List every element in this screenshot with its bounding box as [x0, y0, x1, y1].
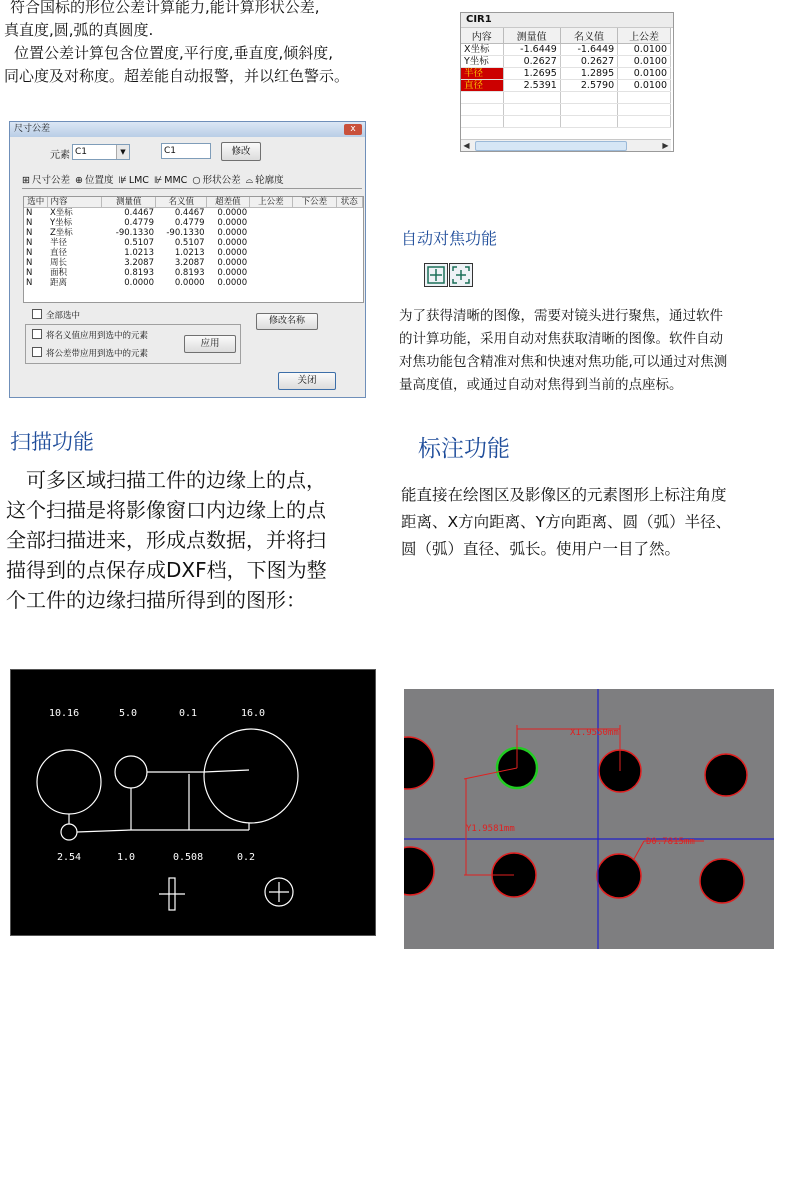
- grid-cell: 0.4779: [124, 218, 154, 228]
- edge-line: [147, 770, 249, 772]
- grid-cell: [249, 248, 292, 258]
- cir1-cell: X坐标: [461, 44, 503, 56]
- grid-cell: [249, 238, 292, 248]
- grid-cell: [249, 258, 292, 268]
- x-dim-label: X1.9550mm: [570, 728, 619, 738]
- cir1-empty-row: [461, 116, 671, 128]
- annotation-line: 能直接在绘图区及影像区的元素图形上标注角度: [401, 486, 727, 504]
- dim-label: 0.2: [237, 852, 256, 863]
- cir1-cell: 0.0100: [618, 68, 671, 80]
- cir1-table: [461, 28, 671, 128]
- grid-cell: [336, 268, 362, 278]
- scan-line: 全部扫描进来，形成点数据，并将扫: [6, 528, 326, 552]
- scan-paragraph: [6, 465, 391, 615]
- tolerance-dialog: [9, 121, 366, 398]
- grid-cell: [293, 258, 336, 268]
- select-all-checkbox[interactable]: [32, 309, 80, 321]
- cir1-cell: [461, 92, 503, 104]
- intro-line: 同心度及对称度。超差能自动报警，并以红色警示。: [4, 67, 350, 85]
- grid-cell: 0.5107: [174, 238, 205, 248]
- dialog-title: 尺寸公差: [10, 122, 365, 137]
- cir1-cell: 半径: [461, 68, 503, 80]
- intro-line: 符合国标的形位公差计算能力,能计算形状公差,: [10, 0, 320, 16]
- grid-cell: X坐标: [49, 208, 73, 218]
- tolerance-tabs: [22, 172, 286, 188]
- checkbox-box[interactable]: [32, 347, 42, 357]
- tab-profile-icon: ⌓: [245, 175, 254, 186]
- cir1-cell: -1.6449: [560, 44, 617, 56]
- hole: [404, 737, 434, 789]
- scan-line: 个工件的边缘扫描所得到的图形：: [6, 588, 306, 612]
- grid-cell: [336, 238, 362, 248]
- table-row[interactable]: [24, 248, 363, 258]
- apply-tolerance-checkbox[interactable]: [32, 347, 148, 359]
- autofocus-line: 对焦功能包含精准对焦和快速对焦功能,可以通过对焦测: [399, 354, 728, 370]
- precise-focus-icon[interactable]: [424, 263, 448, 287]
- autofocus-toolbar: [424, 263, 474, 290]
- fast-focus-icon[interactable]: [449, 263, 473, 287]
- tab-position[interactable]: 位置度: [84, 175, 114, 186]
- grid-cell: N: [26, 218, 33, 228]
- grid-cell: [336, 218, 362, 228]
- tab-form-tolerance[interactable]: 形状公差: [202, 175, 241, 186]
- grid-cell: [293, 228, 336, 238]
- checkbox-box[interactable]: [32, 309, 42, 319]
- grid-cell: Y坐标: [49, 218, 73, 228]
- autofocus-line: 量高度值，或通过自动对焦得到当前的点座标。: [399, 377, 683, 393]
- grid-cell: [336, 258, 362, 268]
- apply-tolerance-label: 将公差带应用到选中的元素: [46, 349, 149, 359]
- grid-cell: [336, 248, 362, 258]
- grid-cell: 3.2087: [124, 258, 154, 268]
- grid-cell: [249, 278, 292, 288]
- grid-cell: 1.0213: [124, 248, 154, 258]
- grid-cell: [336, 278, 362, 288]
- grid-cell: N: [26, 258, 33, 268]
- grid-cell: 0.0000: [217, 248, 248, 258]
- grid-cell: 0.0000: [217, 238, 248, 248]
- intro-paragraph: [4, 0, 424, 88]
- annotation-drawing: [404, 689, 774, 949]
- cir1-row: [461, 68, 671, 80]
- autofocus-line: 为了获得清晰的图像，需要对镜头进行聚焦，通过软件: [399, 308, 723, 324]
- scan-line: 可多区域扫描工件的边缘上的点，: [26, 468, 326, 492]
- edge-circle: [204, 729, 298, 823]
- cir1-cell: [618, 104, 671, 116]
- tab-mmc-icon: ⊮: [153, 175, 163, 186]
- grid-cell: 距离: [49, 278, 67, 288]
- annotation-image: [404, 689, 774, 949]
- grid-cell: 0.0000: [217, 228, 248, 238]
- dim-label: 5.0: [119, 708, 138, 719]
- cir1-row: [461, 80, 671, 92]
- grid-cell: [293, 218, 336, 228]
- annotation-line: 圆（弧）直径、弧长。使用户一目了然。: [401, 540, 681, 558]
- element-input[interactable]: [161, 143, 211, 159]
- table-row[interactable]: [24, 278, 363, 288]
- cir1-cell: Y坐标: [461, 56, 503, 68]
- table-row[interactable]: [24, 258, 363, 268]
- hole: [404, 847, 434, 895]
- grid-cell: -90.1330: [166, 228, 205, 238]
- apply-nominal-label: 将名义值应用到选中的元素: [46, 331, 149, 341]
- intro-line: 真直度,圆,弧的真圆度.: [4, 21, 154, 39]
- rename-button[interactable]: 修改名称: [256, 313, 318, 330]
- grid-cell: 面积: [49, 268, 67, 278]
- cir1-empty-row: [461, 92, 671, 104]
- dim-label: 1.0: [117, 852, 136, 863]
- grid-cell: 0.8193: [124, 268, 154, 278]
- element-select-value: C1: [75, 147, 88, 157]
- tab-form-icon: ○: [192, 175, 201, 186]
- cir1-cell: [618, 92, 671, 104]
- grid-cell: N: [26, 228, 33, 238]
- grid-header: 超差值: [207, 197, 250, 208]
- edge-circle: [37, 750, 101, 814]
- cir1-header: 内容: [461, 28, 503, 44]
- scroll-right-icon[interactable]: ▶: [662, 141, 669, 150]
- grid-header: 内容: [48, 197, 102, 208]
- autofocus-heading: 自动对焦功能: [401, 229, 498, 248]
- cir1-header: 测量值: [503, 28, 560, 44]
- grid-cell: Z坐标: [49, 228, 73, 238]
- cir1-row: [461, 44, 671, 56]
- apply-button[interactable]: 应用: [184, 335, 236, 353]
- scan-result-image: [10, 669, 376, 936]
- tab-lmc[interactable]: LMC: [128, 175, 149, 186]
- intro-line: 位置公差计算包含位置度,平行度,垂直度,倾斜度,: [14, 44, 334, 62]
- cir1-cell: 2.5391: [503, 80, 560, 92]
- tab-lmc-icon: ⊯: [118, 175, 127, 186]
- cir1-cell: [503, 116, 560, 128]
- tolerance-table: [24, 197, 363, 288]
- grid-header: 下公差: [293, 197, 336, 208]
- dim-label: 2.54: [57, 852, 82, 863]
- grid-cell: 0.0000: [217, 278, 248, 288]
- precise-focus-glyph: [425, 264, 447, 286]
- cir1-cell: 2.5790: [560, 80, 617, 92]
- table-row[interactable]: [24, 268, 363, 278]
- element-select[interactable]: [72, 144, 130, 160]
- cir1-header: 上公差: [618, 28, 671, 44]
- grid-cell: N: [26, 268, 33, 278]
- cir1-cell: 1.2695: [503, 68, 560, 80]
- cir1-cell: [618, 116, 671, 128]
- scan-line: 这个扫描是将影像窗口内边缘上的点: [6, 498, 326, 522]
- table-row[interactable]: [24, 208, 363, 219]
- scan-edge-drawing: [11, 670, 375, 935]
- grid-cell: 0.0000: [174, 278, 205, 288]
- grid-header: 上公差: [249, 197, 292, 208]
- grid-cell: 半径: [49, 238, 67, 248]
- grid-cell: N: [26, 248, 33, 258]
- scroll-left-icon[interactable]: ◀: [463, 141, 470, 150]
- grid-cell: 周长: [49, 258, 67, 268]
- cir1-cell: [560, 104, 617, 116]
- grid-cell: 0.0000: [217, 258, 248, 268]
- scrollbar-thumb[interactable]: [475, 141, 627, 151]
- grid-cell: [249, 268, 292, 278]
- grid-cell: [293, 248, 336, 258]
- apply-nominal-checkbox[interactable]: [32, 329, 148, 341]
- grid-header: 名义值: [156, 197, 207, 208]
- cir1-header: 名义值: [560, 28, 617, 44]
- hole: [700, 859, 744, 903]
- cir1-cell: [560, 92, 617, 104]
- annotation-line: 距离、X方向距离、Y方向距离、圆（弧）半径、: [401, 513, 732, 531]
- fast-focus-glyph: [450, 264, 472, 286]
- grid-cell: -90.1330: [115, 228, 154, 238]
- grid-cell: [336, 228, 362, 238]
- hole: [705, 754, 747, 796]
- grid-cell: [293, 238, 336, 248]
- cir1-cell: [461, 104, 503, 116]
- grid-cell: N: [26, 208, 33, 218]
- cir1-cell: [560, 116, 617, 128]
- cir1-cell: 1.2895: [560, 68, 617, 80]
- grid-cell: 0.0000: [217, 268, 248, 278]
- autofocus-paragraph: [399, 305, 785, 397]
- grid-cell: [293, 208, 336, 219]
- grid-cell: [293, 278, 336, 288]
- edge-line: [77, 830, 249, 832]
- close-icon[interactable]: x: [344, 124, 362, 135]
- cir1-cell: 0.0100: [618, 56, 671, 68]
- grid-header: 选中: [24, 197, 48, 208]
- chevron-down-icon[interactable]: ▼: [116, 145, 129, 159]
- grid-cell: [249, 228, 292, 238]
- cir1-cell: [461, 116, 503, 128]
- tab-position-icon: ⊕: [75, 175, 83, 186]
- dim-label: 0.1: [179, 708, 198, 719]
- cir1-result-window: [460, 12, 674, 152]
- tolerance-grid: [23, 196, 364, 303]
- table-row[interactable]: [24, 238, 363, 248]
- tab-size-tolerance[interactable]: 尺寸公差: [31, 175, 70, 186]
- tab-profile[interactable]: 轮廓度: [255, 175, 284, 186]
- symbol-cross: [269, 882, 289, 902]
- tab-size-icon: ⊞: [22, 175, 30, 186]
- grid-cell: 0.4467: [124, 208, 154, 218]
- grid-cell: 0.4779: [174, 218, 205, 228]
- hole: [597, 854, 641, 898]
- checkbox-box[interactable]: [32, 329, 42, 339]
- horizontal-scrollbar[interactable]: [461, 139, 671, 151]
- close-button[interactable]: 关闭: [278, 372, 336, 390]
- grid-cell: N: [26, 238, 33, 248]
- cir1-row: [461, 56, 671, 68]
- annotation-paragraph: [401, 482, 787, 563]
- cir1-cell: 直径: [461, 80, 503, 92]
- edge-circle: [61, 824, 77, 840]
- grid-cell: [249, 208, 292, 219]
- cir1-cell: 0.2627: [503, 56, 560, 68]
- tab-divider: [22, 188, 362, 189]
- grid-cell: 0.0000: [217, 208, 248, 218]
- autofocus-line: 的计算功能，采用自动对焦获取清晰的图像。软件自动: [399, 331, 723, 347]
- grid-cell: N: [26, 278, 33, 288]
- tab-mmc[interactable]: MMC: [164, 175, 188, 186]
- scan-line: 描得到的点保存成DXF档，下图为整: [6, 558, 327, 582]
- cir1-empty-row: [461, 104, 671, 116]
- cir1-cell: 0.0100: [618, 44, 671, 56]
- grid-header: 测量值: [102, 197, 156, 208]
- modify-button[interactable]: 修改: [221, 142, 261, 161]
- grid-cell: 0.5107: [124, 238, 154, 248]
- dim-label: 16.0: [241, 708, 266, 719]
- grid-cell: 直径: [49, 248, 67, 258]
- cir1-window-title: CIR1: [461, 13, 673, 28]
- dim-label: 0.508: [173, 852, 204, 863]
- cir1-cell: [503, 104, 560, 116]
- grid-cell: 0.8193: [174, 268, 205, 278]
- grid-cell: 0.4467: [174, 208, 205, 218]
- element-label: 元素: [50, 150, 70, 161]
- d-leader: [634, 841, 644, 859]
- scan-heading: 扫描功能: [10, 430, 94, 454]
- grid-cell: 1.0213: [174, 248, 205, 258]
- cir1-cell: 0.2627: [560, 56, 617, 68]
- cir1-cell: 0.0100: [618, 80, 671, 92]
- dim-label: 10.16: [49, 708, 80, 719]
- element-input-value: C1: [164, 146, 177, 156]
- cir1-cell: [503, 92, 560, 104]
- grid-cell: 0.0000: [217, 218, 248, 228]
- cir1-cell: -1.6449: [503, 44, 560, 56]
- edge-circle: [115, 756, 147, 788]
- grid-cell: [293, 268, 336, 278]
- grid-cell: [336, 208, 362, 219]
- select-all-label: 全部选中: [46, 311, 81, 321]
- table-row[interactable]: [24, 218, 363, 228]
- grid-header: 状态: [336, 197, 362, 208]
- y-dim-label: Y1.9581mm: [466, 824, 515, 834]
- grid-cell: 3.2087: [174, 258, 205, 268]
- table-row[interactable]: [24, 228, 363, 238]
- d-dim-label: D0.7815mm: [646, 837, 695, 847]
- grid-cell: [249, 218, 292, 228]
- grid-cell: 0.0000: [124, 278, 154, 288]
- annotation-heading: 标注功能: [418, 436, 510, 462]
